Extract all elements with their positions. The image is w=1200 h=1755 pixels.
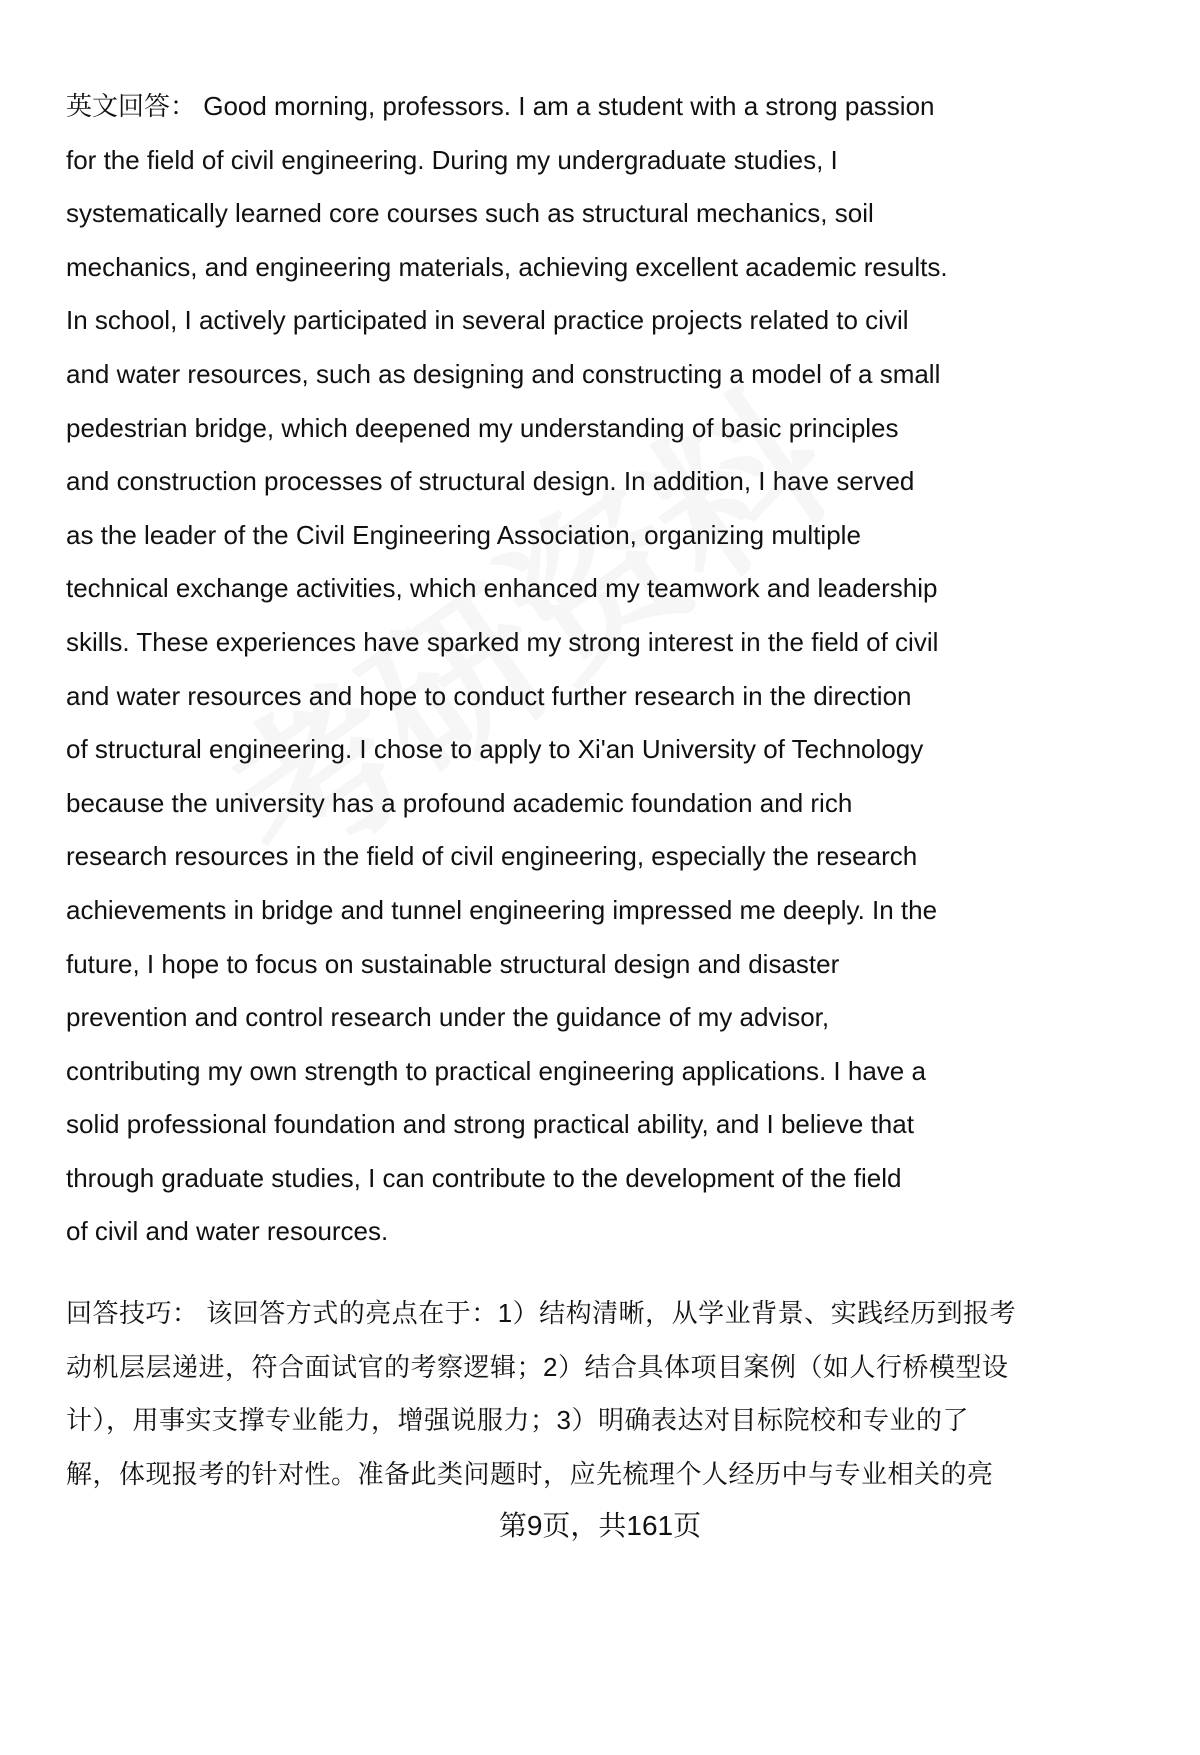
text-line: 回答技巧： 该回答方式的亮点在于：1）结构清晰，从学业背景、实践经历到报考 [66,1298,1017,1328]
text-line: pedestrian bridge, which deepened my understanding of basic principles [66,412,899,443]
text-line: and water resources and hope to conduct further research in the direction [66,680,912,711]
text-line: as the leader of the Civil Engineering Association, organizing multiple [66,519,861,550]
text-line: future, I hope to focus on sustainable structural design and disaster [66,948,840,979]
text-line: and water resources, such as designing and constructing a model of a small [66,358,941,389]
text-line: because the university has a profound academic foundation and rich [66,787,853,818]
text-line: 英文回答： Good morning, professors. I am a student with a strong passion [66,91,935,121]
text-line: prevention and control research under the guidance of my advisor, [66,1002,830,1033]
text-line: In school, I actively participated in several practice projects related to civil [66,305,909,336]
text-line: contributing my own strength to practical engineering applications. I have a [66,1055,926,1086]
answer-tips-paragraph [66,1287,1016,1501]
text-line: for the field of civil engineering. During my undergraduate studies, I [66,144,838,175]
text-line: skills. These experiences have sparked my strong interest in the field of civil [66,626,939,657]
text-line: 计），用事实支撑专业能力，增强说服力；3）明确表达对目标院校和专业的了 [66,1405,969,1436]
text-line: 解，体现报考的针对性。准备此类问题时，应先梳理个人经历中与专业相关的亮 [66,1458,994,1489]
text-line: mechanics, and engineering materials, achieving excellent academic results. [66,251,948,282]
text-line: of structural engineering. I chose to apply to Xi'an University of Technology [66,734,924,765]
text-line: achievements in bridge and tunnel engineering impressed me deeply. In the [66,894,938,925]
text-line: 动机层层递进，符合面试官的考察逻辑；2）结合具体项目案例（如人行桥模型设 [66,1351,1009,1382]
page-number: 第9页，共161页 [498,1510,702,1541]
text-line: systematically learned core courses such as structural mechanics, soil [66,198,874,229]
text-line: solid professional foundation and strong practical ability, and I believe that [66,1109,914,1140]
english-answer-paragraph [66,80,948,1259]
text-line: of civil and water resources. [66,1216,389,1247]
text-line: research resources in the field of civil engineering, especially the research [66,841,918,872]
text-line: technical exchange activities, which enhanced my teamwork and leadership [66,573,938,604]
text-line: through graduate studies, I can contribute to the development of the field [66,1162,902,1193]
text-line: and construction processes of structural design. In addition, I have served [66,466,915,497]
